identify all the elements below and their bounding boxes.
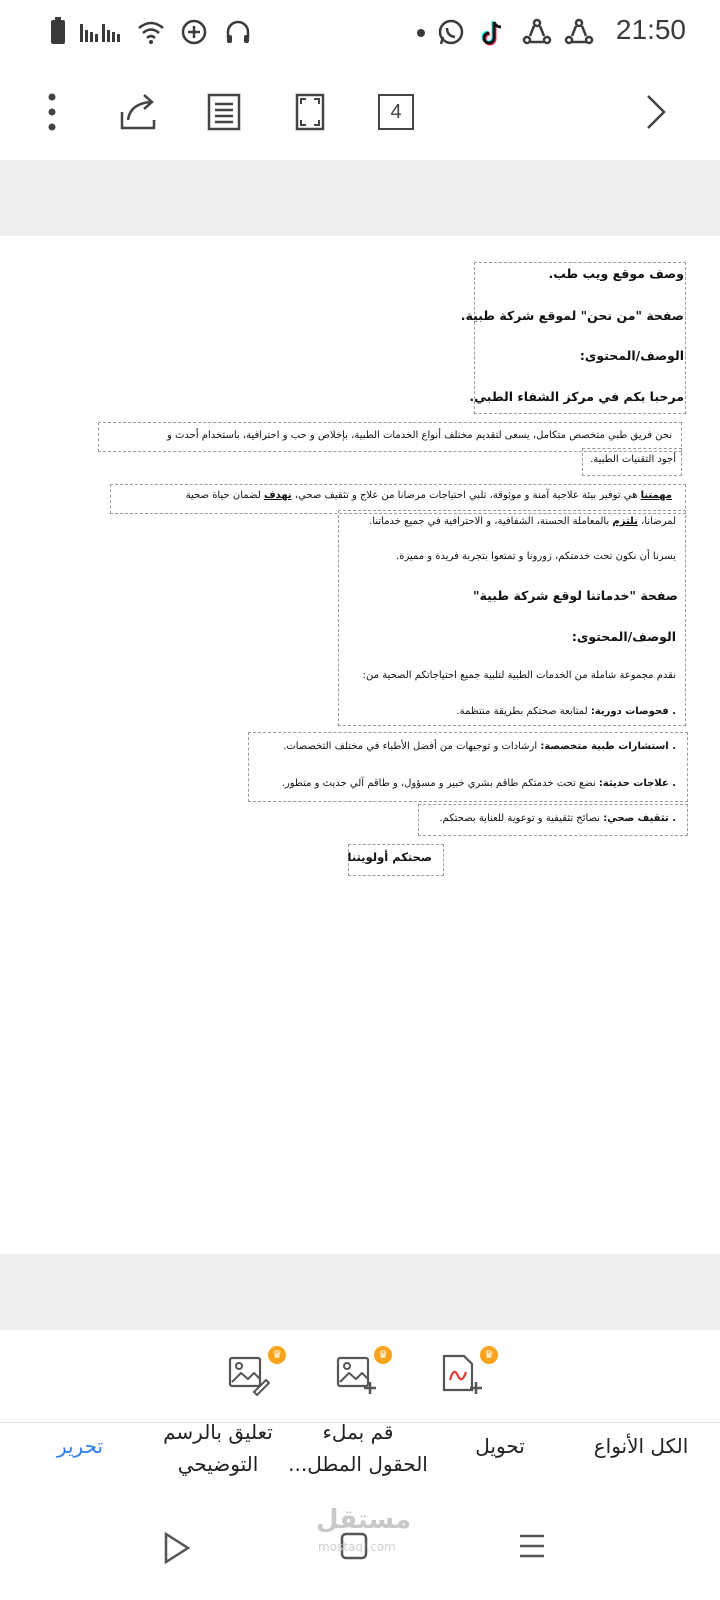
service-label: . علاجات حديثة: (598, 778, 676, 789)
edit-button[interactable]: تحرير (56, 1434, 104, 1458)
fullscreen-icon (294, 92, 326, 132)
description-label: الوصف/المحتوى: (571, 629, 676, 644)
more-options-button[interactable] (28, 88, 76, 136)
closing-line: صحتكم أولويتنا (347, 850, 432, 864)
service-item (456, 706, 676, 717)
headphones-icon (224, 18, 252, 46)
pdf-sign-icon (440, 1352, 484, 1396)
sync-icon (564, 18, 594, 48)
crown-icon: ♛ (268, 1346, 286, 1364)
next-button[interactable] (632, 88, 680, 136)
page-gap-top (0, 160, 720, 236)
fill-fields-line: الحقول المطل... (288, 1452, 428, 1476)
service-label: . تثقيف صحي: (603, 813, 676, 824)
about-paragraph-line: أجود التقنيات الطبية. (590, 454, 676, 465)
data-saver-icon (180, 18, 208, 46)
read-mode-button[interactable] (200, 88, 248, 136)
convert-button[interactable]: تحويل (475, 1434, 525, 1458)
signal-icon (78, 18, 128, 46)
clock: 21:50 (615, 14, 686, 45)
fill-fields-button[interactable] (282, 1416, 434, 1480)
services-intro: نقدم مجموعة شاملة من الخدمات الطبية لتلبية جميع احتياجاتكم الصحية من: (362, 670, 676, 681)
back-button[interactable] (160, 1530, 200, 1570)
service-item (282, 778, 676, 789)
service-text: ارشادات و توجيهات من أفضل الأطباء في مختلف التخصصات. (283, 741, 541, 752)
edit-image-button[interactable] (226, 1348, 282, 1402)
sign-pdf-button[interactable] (440, 1348, 494, 1402)
page-count-button[interactable] (372, 88, 420, 136)
crown-icon: ♛ (374, 1346, 392, 1364)
welcome-line: مرحبا بكم في مركز الشفاء الطبي. (469, 389, 684, 404)
recents-button[interactable] (516, 1530, 556, 1570)
goal-word: نهدف (263, 490, 292, 501)
text-frame[interactable] (338, 510, 686, 726)
service-item (283, 741, 676, 752)
service-text: نصائح تثقيفية و توعوية للعناية بصحتكم. (439, 813, 604, 824)
pleasure-line: يسرنا أن نكون تحت خدمتكم، زورونا و تمتعوا بتجربة فريدة و مميزة. (396, 551, 676, 562)
add-image-button[interactable] (334, 1348, 388, 1402)
page-count: 4 (390, 100, 402, 123)
fill-fields-line: قم بملء (322, 1420, 394, 1444)
read-mode-icon (206, 92, 242, 132)
back-triangle-icon (160, 1530, 192, 1566)
about-paragraph-line: نحن فريق طبي متخصص متكامل، يسعى لتقديم مختلف أنواع الخدمات الطبية، بإخلاص و حب و احترافية، باستخدام أحدث و (166, 430, 672, 441)
image-edit-icon (226, 1352, 270, 1396)
annotation-comment-button[interactable] (150, 1416, 286, 1480)
fullscreen-button[interactable] (286, 88, 334, 136)
more-vert-icon (47, 92, 57, 132)
page-gap-bottom (0, 1254, 720, 1330)
all-types-button[interactable]: الكل الأنواع (593, 1434, 689, 1458)
sync-icon (522, 18, 552, 48)
tiktok-icon (478, 18, 508, 48)
status-bar (0, 0, 720, 64)
watermark-domain: mostaql.com (318, 1540, 396, 1554)
service-label: . استشارات طبية متخصصة: (540, 741, 676, 752)
mission-word: مهمتنا (640, 490, 672, 501)
toolbar (0, 64, 720, 161)
commitment-line (369, 516, 676, 527)
recents-menu-icon (516, 1530, 548, 1562)
share-icon (116, 90, 160, 134)
share-button[interactable] (114, 88, 162, 136)
page-count-icon (378, 94, 414, 130)
whatsapp-icon (436, 18, 466, 48)
goal-text: لضمان حياة صحية (185, 490, 264, 501)
chevron-right-icon (644, 92, 668, 132)
service-label: . فحوصات دورية: (590, 706, 676, 717)
comment-line: التوضيحي (177, 1452, 259, 1476)
about-heading: صفحة "من نحن" لموقع شركة طبية. (460, 308, 684, 323)
service-item (439, 813, 676, 824)
mission-line (186, 490, 672, 501)
battery-icon (48, 16, 68, 46)
image-add-icon (334, 1352, 378, 1396)
notification-dot-icon (416, 28, 426, 38)
commit-start: لمرضانا، (637, 516, 676, 527)
commit-text: بالمعاملة الحسنة، الشفافية، و الاحترافية في جميع خدماتنا. (369, 516, 613, 527)
comment-line: تعليق بالرسم (163, 1420, 273, 1444)
mission-text: هي توفير بيئة علاجية آمنة و موثوقة، تلبي احتياجات مرضانا من علاج و تثقيف صحي، (291, 490, 641, 501)
commit-word: نلتزم (612, 516, 638, 527)
wifi-icon (136, 18, 166, 46)
watermark-brand: مستقل (316, 1505, 412, 1535)
document-page[interactable] (0, 236, 720, 1254)
service-text: نضع تحت خدمتكم طاقم بشري خبير و مسؤول، و طاقم آلي حديث و متطور. (281, 778, 599, 789)
description-label: الوصف/المحتوى: (579, 348, 684, 363)
doc-title: وصف موقع ويب طب. (548, 266, 684, 281)
services-heading: صفحة "خدماتنا لوقع شركة طبية" (473, 588, 678, 603)
service-text: لمتابعة صحتكم بطريقة منتظمة. (456, 706, 591, 717)
crown-icon: ♛ (480, 1346, 498, 1364)
